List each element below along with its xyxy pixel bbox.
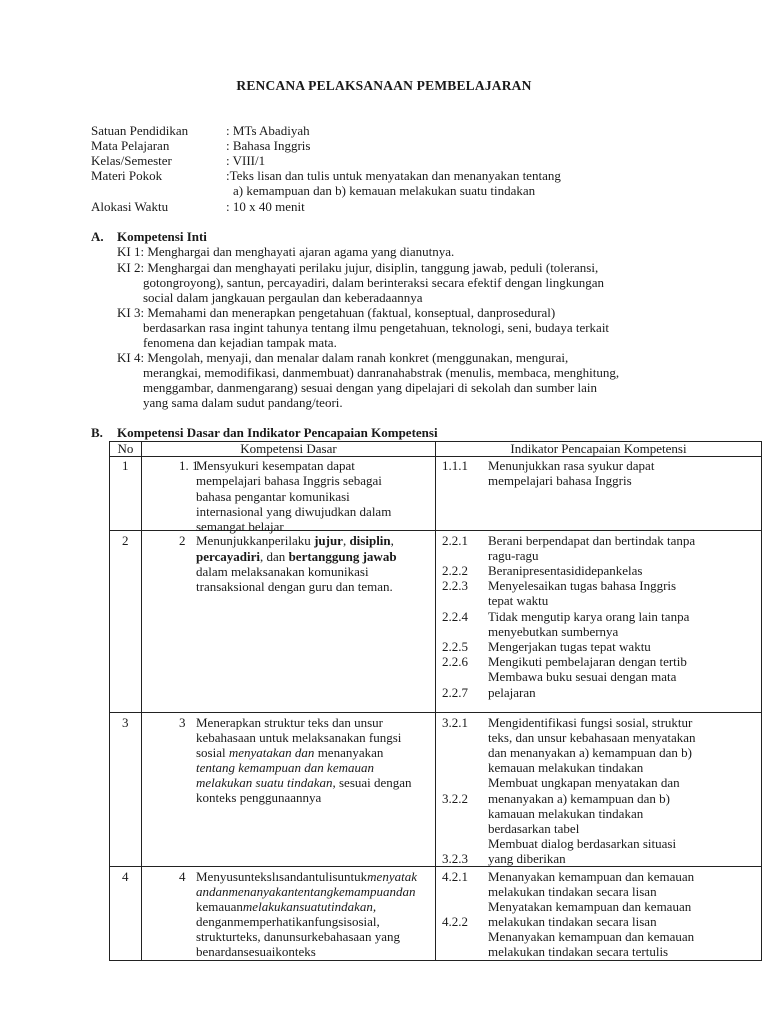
label-alokasi-waktu: Alokasi Waktu — [91, 199, 169, 214]
ki-line: berdasarkan rasa ingint tahunya tentang ilmu pengetahuan, teknologi, seni, budaya terkait — [143, 320, 610, 335]
indicator-line: dan menanyakan a) kemampuan dan b) — [488, 745, 692, 760]
indicator-number: 2.2.1 — [442, 533, 468, 548]
indicator-cell — [436, 457, 762, 531]
row-no-cell — [110, 457, 142, 531]
kd-line: Mensyukuri kesempatan dapat — [196, 458, 355, 473]
ki-line: fenomena dan kejadian tampak mata. — [143, 335, 337, 350]
kd-line: transaksional dengan guru dan teman. — [196, 579, 393, 594]
ki-line: merangkai, memodifikasi, danmembuat) danranahabstrak (menulis, membaca, menghitung, — [143, 365, 620, 380]
ki-line: social dalam jangkauan pergaulan dan keberadaannya — [143, 290, 423, 305]
kd-number: 3 — [179, 715, 186, 730]
label-kelas-semester: Kelas/Semester — [91, 153, 172, 168]
kd-line: dalam melaksanakan komunikasi — [196, 564, 369, 579]
indicator-line: teks, dan unsur kebahasaan menyatakan — [488, 730, 696, 745]
value-satuan-pendidikan: : MTs Abadiyah — [226, 123, 310, 138]
row-number: 3 — [122, 715, 129, 730]
kd-cell — [142, 457, 436, 534]
indicator-number: 3.2.3 — [442, 851, 468, 866]
indicator-number: 3.2.2 — [442, 791, 468, 806]
indicator-number: 2.2.5 — [442, 639, 468, 654]
indicator-line: Menanyakan kemampuan dan kemauan — [488, 869, 695, 884]
indicator-number: 1.1.1 — [442, 458, 468, 473]
document-title: RENCANA PELAKSANAAN PEMBELAJARAN — [236, 78, 532, 93]
kd-number: 1. 1 — [179, 458, 199, 473]
row-no-cell — [110, 867, 142, 961]
label-satuan-pendidikan: Satuan Pendidikan — [91, 123, 189, 138]
table-header-row — [110, 442, 762, 457]
row-number: 2 — [122, 533, 129, 548]
indicator-line: kamauan melakukan tindakan — [488, 806, 644, 821]
row-no-cell — [110, 531, 142, 713]
label-mata-pelajaran: Mata Pelajaran — [91, 138, 170, 153]
ki-line: KI 2: Menghargai dan menghayati perilaku jujur, disiplin, tanggung jawab, peduli (toleransi, — [117, 260, 599, 275]
ki-line: KI 1: Menghargai dan menghayati ajaran agama yang dianutnya. — [117, 244, 455, 259]
indicator-line: pelajaran — [488, 685, 536, 700]
indicator-line: Menyatakan kemampuan dan kemauan — [488, 899, 692, 914]
ki-line: menggambar, danmengarang) sesuai dengan yang dipelajari di sekolah dan sumber lain — [143, 380, 597, 395]
indicator-number: 2.2.6 — [442, 654, 468, 669]
row-number: 4 — [122, 869, 129, 884]
kd-cell — [142, 531, 436, 713]
indicator-cell — [436, 867, 762, 961]
indicator-line: Menunjukkan rasa syukur dapat — [488, 458, 655, 473]
kd-cell — [142, 713, 436, 867]
indicator-line: Tidak mengutip karya orang lain tanpa — [488, 609, 690, 624]
indicator-cell — [436, 713, 762, 867]
indicator-line: Berani berpendapat dan bertindak tanpa — [488, 533, 696, 548]
kd-number: 4 — [179, 869, 186, 884]
kd-line: percayadiri, dan bertanggung jawab — [196, 549, 397, 564]
indicator-number: 4.2.1 — [442, 869, 468, 884]
table-row — [110, 531, 762, 713]
kd-line: bahasa pengantar komunikasi — [196, 489, 350, 504]
indicator-line: Mengidentifikasi fungsi sosial, struktur — [488, 715, 693, 730]
ki-line: KI 4: Mengolah, menyaji, dan menalar dalam ranah konkret (menggunakan, mengurai, — [117, 350, 569, 365]
kd-line: andanmenanyakantentangkemampuandan — [196, 884, 416, 899]
indicator-line: yang diberikan — [488, 851, 566, 866]
indicator-number: 4.2.2 — [442, 914, 468, 929]
indicator-line: Mengikuti pembelajaran dengan tertib — [488, 654, 687, 669]
indicator-number: 2.2.2 — [442, 563, 468, 578]
kd-line: Menerapkan struktur teks dan unsur — [196, 715, 384, 730]
kd-line: Menunjukkanperilaku jujur, disiplin, — [196, 533, 394, 548]
section-a-heading: Kompetensi Inti — [117, 229, 207, 244]
indicator-line: ragu-ragu — [488, 548, 539, 563]
section-a-letter: A. — [91, 229, 104, 244]
value-mata-pelajaran: : Bahasa Inggris — [226, 138, 311, 153]
table-row — [110, 457, 762, 531]
kd-line: internasional yang diwujudkan dalam — [196, 504, 392, 519]
table-row — [110, 713, 762, 867]
indicator-line: kemauan melakukan tindakan — [488, 760, 644, 775]
row-number: 1 — [122, 458, 129, 473]
indicator-line: Mengerjakan tugas tepat waktu — [488, 639, 651, 654]
kd-line: tentang kemampuan dan kemauan — [196, 760, 374, 775]
indicator-number: 2.2.3 — [442, 578, 468, 593]
kd-line: strukturteks, danunsurkebahasaan yang — [196, 929, 400, 944]
kd-number: 2 — [179, 533, 186, 548]
ki-line: yang sama dalam sudut pandang/teori. — [143, 395, 343, 410]
label-materi-pokok: Materi Pokok — [91, 168, 163, 183]
table-row — [110, 867, 762, 961]
section-b-letter: B. — [91, 425, 103, 440]
ki-line: KI 3: Memahami dan menerapkan pengetahuan (faktual, konseptual, danprosedural) — [117, 305, 556, 320]
kd-line: kemauanmelakukansuatutindakan, — [196, 899, 377, 914]
indicator-line: Beranipresentasididepankelas — [488, 563, 643, 578]
indicator-line: menyebutkan sumbernya — [488, 624, 619, 639]
indicator-line: Membawa buku sesuai dengan mata — [488, 669, 677, 684]
kd-line: mempelajari bahasa Inggris sebagai — [196, 473, 382, 488]
value-alokasi-waktu: : 10 x 40 menit — [226, 199, 305, 214]
kd-cell — [142, 867, 436, 961]
indicator-number: 2.2.4 — [442, 609, 468, 624]
value-kelas-semester: : VIII/1 — [226, 153, 266, 168]
indicator-line: Menanyakan kemampuan dan kemauan — [488, 929, 695, 944]
indicator-number: 2.2.7 — [442, 685, 468, 700]
column-header-indikator: Indikator Pencapaian Kompetensi — [436, 442, 762, 457]
indicator-line: Membuat ungkapan menyatakan dan — [488, 775, 680, 790]
indicator-line: mempelajari bahasa Inggris — [488, 473, 632, 488]
indicator-cell — [436, 531, 762, 713]
competency-table — [109, 441, 762, 961]
kd-line: semangat belajar — [196, 519, 284, 534]
value-materi-pokok: :Teks lisan dan tulis untuk menyatakan dan menanyakan tentang — [226, 168, 561, 183]
kd-line: melakukan suatu tindakan, sesuai dengan — [196, 775, 412, 790]
indicator-line: tepat waktu — [488, 593, 549, 608]
column-header-no: No — [110, 442, 142, 457]
indicator-line: melakukan tindakan secara tertulis — [488, 944, 669, 959]
indicator-line: Menyelesaikan tugas bahasa Inggris — [488, 578, 677, 593]
indicator-number: 3.2.1 — [442, 715, 468, 730]
kd-line: sosial menyatakan dan menanyakan — [196, 745, 384, 760]
section-b-heading: Kompetensi Dasar dan Indikator Pencapaian Kompetensi — [117, 425, 438, 440]
kd-line: benardansesuaikonteks — [196, 944, 316, 959]
indicator-line: Membuat dialog berdasarkan situasi — [488, 836, 677, 851]
kd-line: konteks penggunaannya — [196, 790, 322, 805]
kd-line: kebahasaan untuk melaksanakan fungsi — [196, 730, 402, 745]
ki-line: gotongroyong), santun, percayadiri, dalam berinteraksi secara efektif dengan lingkungan — [143, 275, 604, 290]
indicator-line: melakukan tindakan secara lisan — [488, 884, 657, 899]
kd-line: Menyusuntekslısandantulisuntukmenyatak — [196, 869, 417, 884]
indicator-line: menanyakan a) kemampuan dan b) — [488, 791, 670, 806]
column-header-kompetensi-dasar: Kompetensi Dasar — [142, 442, 436, 457]
indicator-line: melakukan tindakan secara lisan — [488, 914, 657, 929]
row-no-cell — [110, 713, 142, 867]
indicator-line: berdasarkan tabel — [488, 821, 580, 836]
kd-line: denganmemperhatikanfungsisosial, — [196, 914, 380, 929]
value-materi-pokok-cont: a) kemampuan dan b) kemauan melakukan suatu tindakan — [233, 183, 536, 198]
